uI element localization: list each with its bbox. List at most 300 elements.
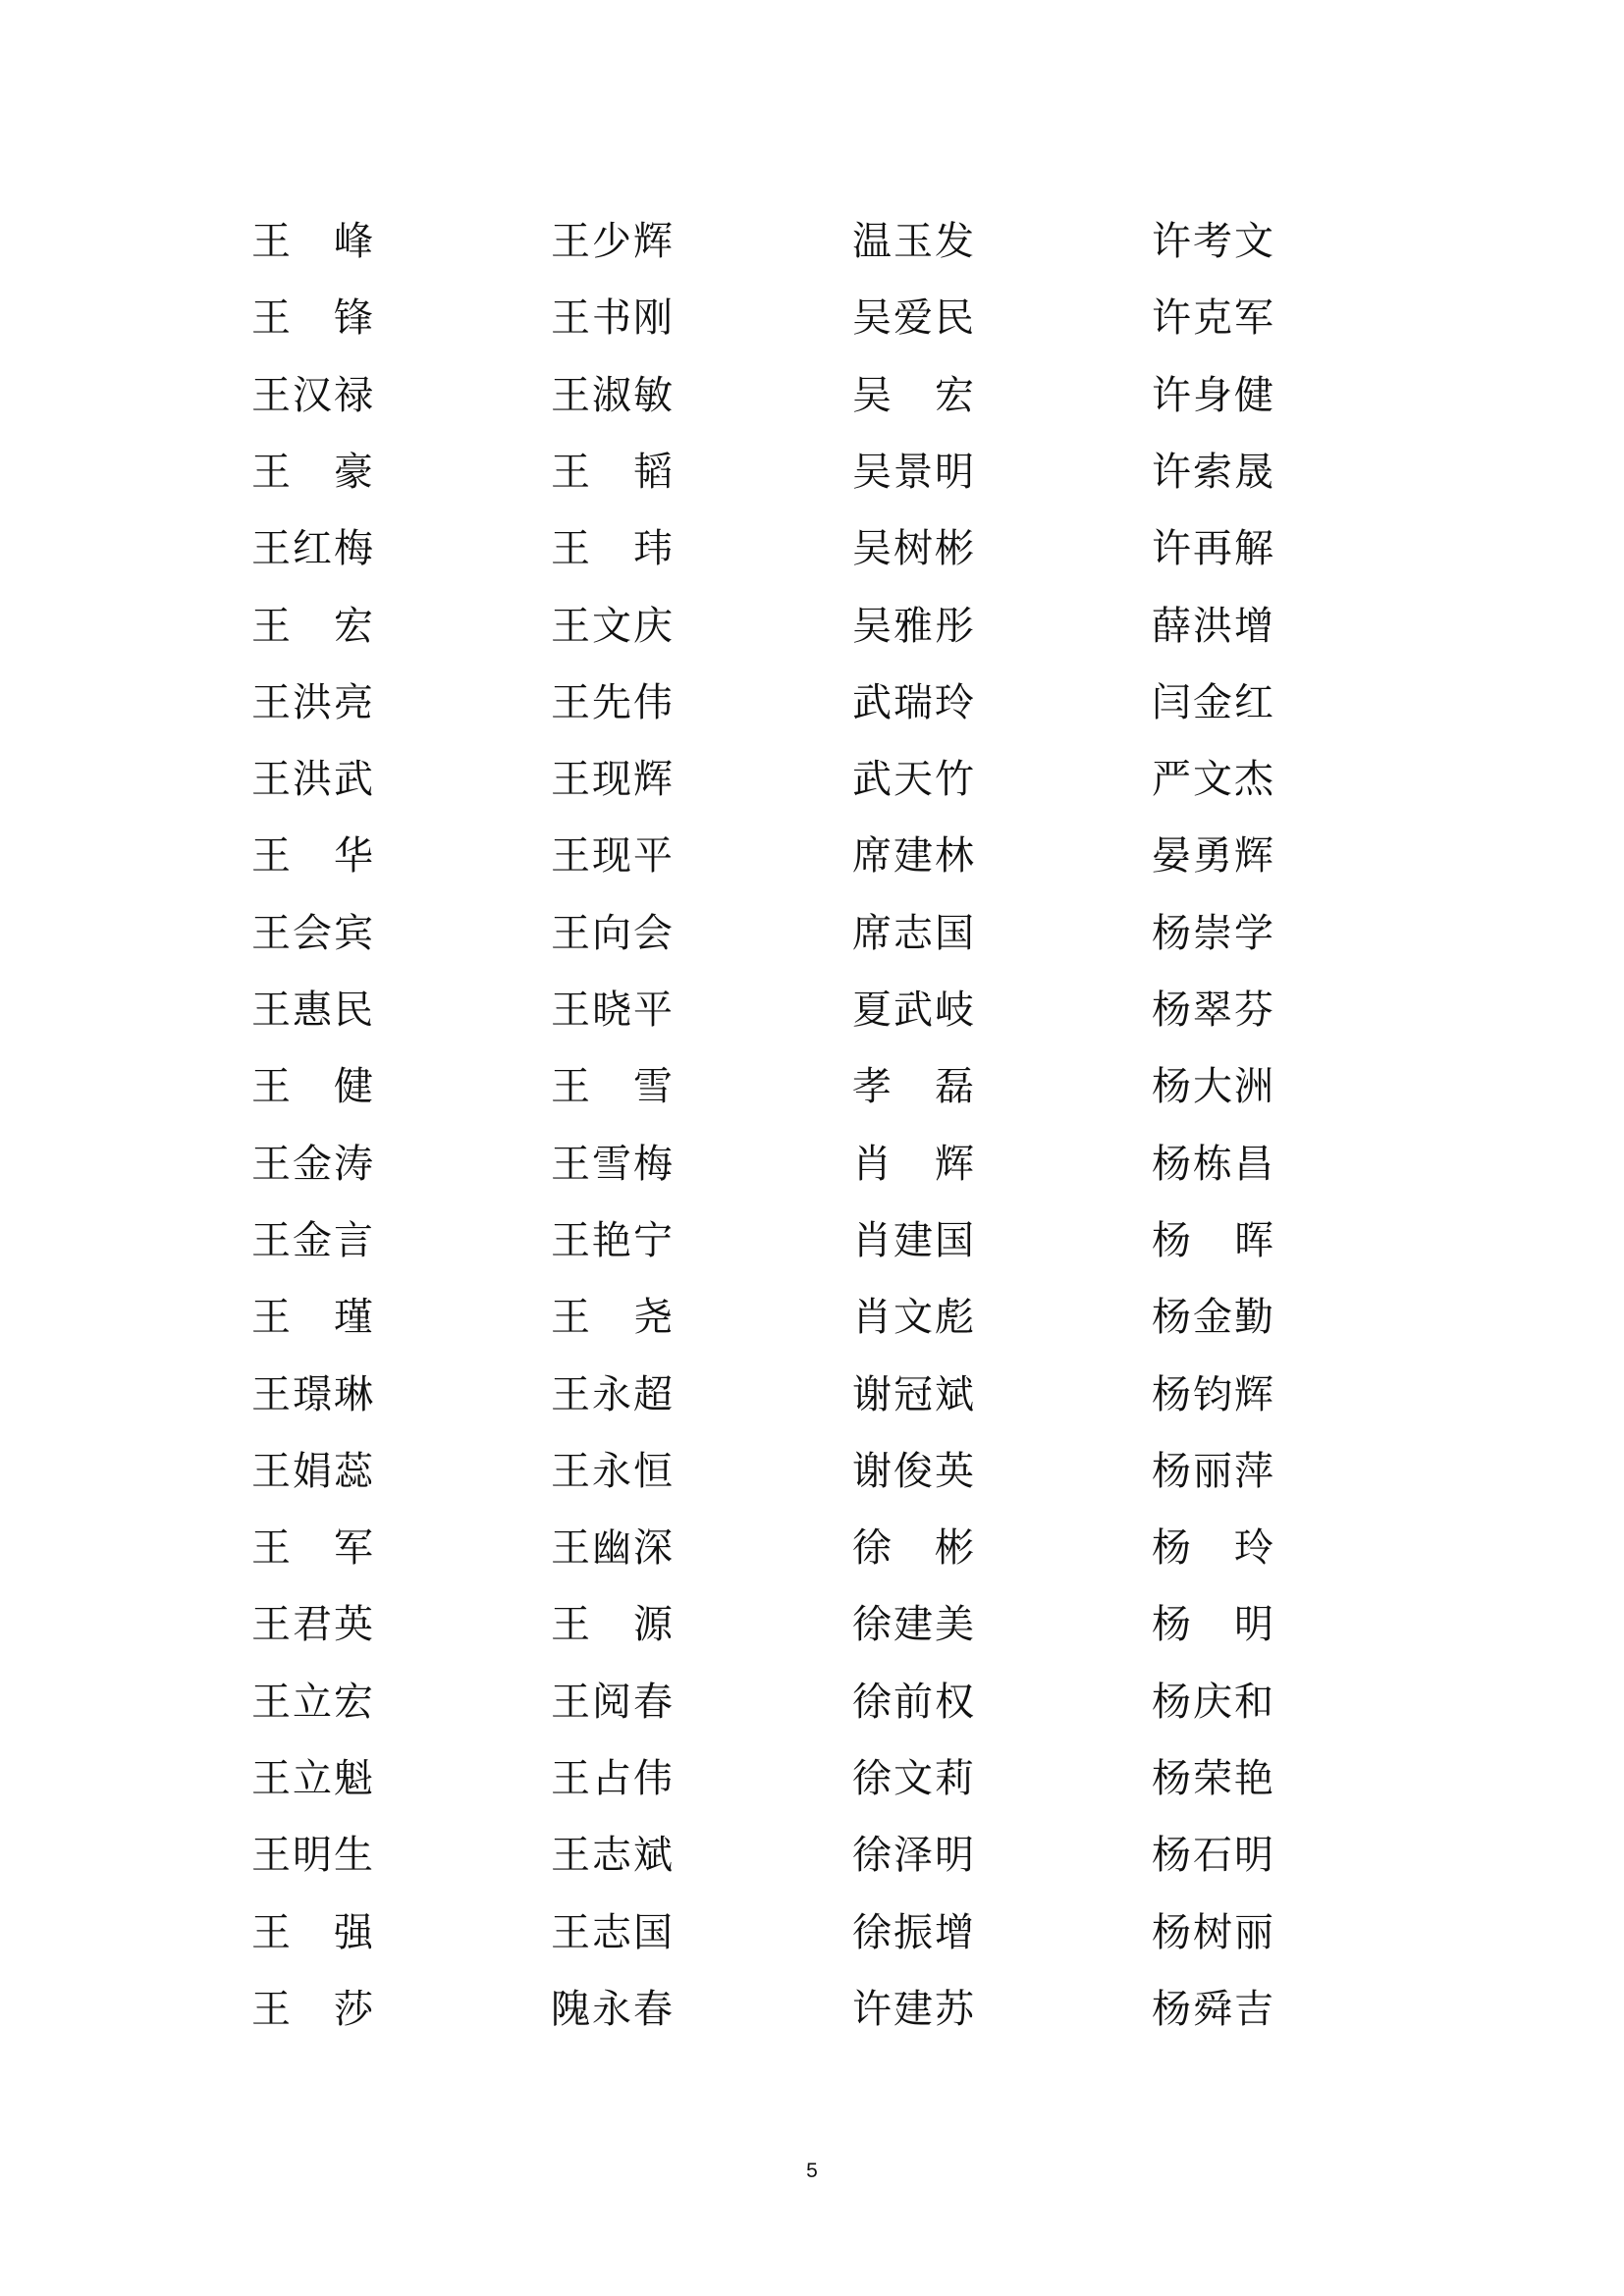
name-char: 刚 xyxy=(633,295,673,341)
name-char: 丽 xyxy=(1234,1910,1273,1955)
name-char: 解 xyxy=(1234,526,1273,571)
name-cell xyxy=(851,289,975,347)
name-char: 永 xyxy=(592,1372,631,1417)
name-char: 现 xyxy=(592,833,631,879)
name-char: 恒 xyxy=(633,1449,673,1494)
name-cell xyxy=(550,1595,674,1654)
name-cell xyxy=(851,212,975,271)
name-cell xyxy=(851,597,975,656)
name-cell xyxy=(550,1211,674,1270)
name-char: 翠 xyxy=(1193,988,1232,1033)
name-char: 石 xyxy=(1193,1833,1232,1878)
name-char: 艳 xyxy=(592,1218,631,1263)
name-cell xyxy=(851,1288,975,1347)
name-cell xyxy=(1151,981,1274,1040)
name-char: 深 xyxy=(633,1525,673,1571)
name-char: 梅 xyxy=(633,1142,673,1187)
name-char: 明 xyxy=(293,1833,332,1878)
name-char: 王 xyxy=(551,988,590,1033)
name-char: 王 xyxy=(551,1064,590,1109)
name-char: 琳 xyxy=(334,1372,373,1417)
name-char xyxy=(292,1519,333,1577)
name-cell xyxy=(851,750,975,809)
name-char: 宏 xyxy=(935,373,974,418)
name-char xyxy=(292,1980,333,2039)
name-char: 吉 xyxy=(1234,1987,1273,2032)
name-char: 晟 xyxy=(1234,450,1273,495)
name-char: 孝 xyxy=(852,1064,892,1109)
name-char: 丽 xyxy=(1193,1449,1232,1494)
name-cell xyxy=(1151,1365,1274,1424)
name-char: 王 xyxy=(251,911,291,956)
name-char: 徐 xyxy=(852,1680,892,1725)
name-char: 王 xyxy=(551,450,590,495)
name-cell xyxy=(1151,673,1274,732)
name-char: 王 xyxy=(251,1833,291,1878)
name-char: 王 xyxy=(551,526,590,571)
name-char: 王 xyxy=(551,604,590,649)
name-char: 锋 xyxy=(334,295,373,341)
name-char: 荣 xyxy=(1193,1756,1232,1801)
name-char: 斌 xyxy=(633,1833,673,1878)
name-cell xyxy=(1151,1057,1274,1116)
name-char: 敏 xyxy=(633,373,673,418)
name-char xyxy=(292,597,333,656)
name-char xyxy=(591,1595,632,1654)
name-char xyxy=(292,1057,333,1116)
name-cell xyxy=(851,1057,975,1116)
name-char: 和 xyxy=(1234,1680,1273,1725)
name-cell xyxy=(550,673,674,732)
name-char xyxy=(591,519,632,578)
name-cell xyxy=(1151,289,1274,347)
name-char: 建 xyxy=(893,833,933,879)
name-char: 辉 xyxy=(1234,1372,1273,1417)
name-char: 席 xyxy=(852,833,892,879)
name-char xyxy=(591,1057,632,1116)
name-char: 王 xyxy=(551,219,590,264)
name-char: 志 xyxy=(592,1910,631,1955)
name-char: 王 xyxy=(551,833,590,879)
name-char: 苏 xyxy=(935,1987,974,2032)
name-char: 肖 xyxy=(852,1142,892,1187)
name-char: 玲 xyxy=(1234,1525,1273,1571)
name-char: 瑞 xyxy=(893,680,933,725)
name-char: 民 xyxy=(334,988,373,1033)
name-char: 蕊 xyxy=(334,1449,373,1494)
name-cell xyxy=(550,519,674,578)
name-cell xyxy=(1151,519,1274,578)
name-cell xyxy=(250,1442,374,1501)
name-char: 辉 xyxy=(633,757,673,802)
name-char xyxy=(893,1135,934,1194)
name-char: 晖 xyxy=(1234,1218,1273,1263)
name-char: 王 xyxy=(251,604,291,649)
name-char: 王 xyxy=(251,1295,291,1340)
name-char: 王 xyxy=(251,757,291,802)
name-char: 栋 xyxy=(1193,1142,1232,1187)
name-char: 向 xyxy=(592,911,631,956)
name-char: 玉 xyxy=(893,219,933,264)
name-cell xyxy=(851,1673,975,1732)
name-char: 磊 xyxy=(935,1064,974,1109)
name-cell xyxy=(550,1365,674,1424)
name-char: 身 xyxy=(1193,373,1232,418)
name-char: 谢 xyxy=(852,1449,892,1494)
name-char: 王 xyxy=(551,295,590,341)
name-char: 昌 xyxy=(1234,1142,1273,1187)
name-char: 薛 xyxy=(1152,604,1191,649)
name-char: 志 xyxy=(893,911,933,956)
name-char: 肖 xyxy=(852,1218,892,1263)
name-char: 王 xyxy=(251,1525,291,1571)
name-char: 王 xyxy=(251,373,291,418)
name-char: 王 xyxy=(251,1756,291,1801)
name-char: 会 xyxy=(293,911,332,956)
name-char: 树 xyxy=(1193,1910,1232,1955)
name-char: 冠 xyxy=(893,1372,933,1417)
name-char: 谢 xyxy=(852,1372,892,1417)
name-cell xyxy=(550,1980,674,2039)
name-char: 杨 xyxy=(1152,988,1191,1033)
name-char: 玲 xyxy=(935,680,974,725)
name-cell xyxy=(1151,904,1274,963)
name-char: 权 xyxy=(935,1680,974,1725)
name-char: 金 xyxy=(1193,680,1232,725)
name-char: 魁 xyxy=(334,1756,373,1801)
name-cell xyxy=(250,443,374,502)
name-char: 再 xyxy=(1193,526,1232,571)
name-char: 王 xyxy=(551,1602,590,1647)
name-char: 杨 xyxy=(1152,911,1191,956)
name-cell xyxy=(250,1365,374,1424)
name-cell xyxy=(851,1980,975,2039)
name-char: 杨 xyxy=(1152,1602,1191,1647)
name-char: 庆 xyxy=(633,604,673,649)
name-char: 萍 xyxy=(1234,1449,1273,1494)
name-char: 洪 xyxy=(1193,604,1232,649)
name-char: 春 xyxy=(633,1987,673,2032)
name-char xyxy=(292,289,333,347)
name-cell xyxy=(1151,750,1274,809)
name-char: 徐 xyxy=(852,1756,892,1801)
name-cell xyxy=(1151,1442,1274,1501)
name-char: 王 xyxy=(551,757,590,802)
name-char xyxy=(893,1057,934,1116)
name-char: 立 xyxy=(293,1680,332,1725)
name-char: 莉 xyxy=(935,1756,974,1801)
name-char: 崇 xyxy=(1193,911,1232,956)
name-cell xyxy=(250,1903,374,1962)
name-cell xyxy=(250,1057,374,1116)
name-char: 王 xyxy=(551,1833,590,1878)
name-char: 天 xyxy=(893,757,933,802)
name-char: 辉 xyxy=(935,1142,974,1187)
name-char: 俊 xyxy=(893,1449,933,1494)
name-char: 王 xyxy=(551,1449,590,1494)
name-cell xyxy=(1151,1749,1274,1808)
name-char: 杨 xyxy=(1152,1295,1191,1340)
name-char: 君 xyxy=(293,1602,332,1647)
name-char: 杨 xyxy=(1152,1372,1191,1417)
name-char: 建 xyxy=(893,1987,933,2032)
name-char: 振 xyxy=(893,1910,933,1955)
name-char: 汉 xyxy=(293,373,332,418)
name-char: 雪 xyxy=(592,1142,631,1187)
name-char: 梅 xyxy=(334,526,373,571)
name-char xyxy=(292,1288,333,1347)
name-char: 金 xyxy=(293,1218,332,1263)
name-char: 文 xyxy=(1193,757,1232,802)
name-char: 考 xyxy=(1193,219,1232,264)
name-char: 芬 xyxy=(1234,988,1273,1033)
name-cell xyxy=(550,443,674,502)
name-char: 会 xyxy=(633,911,673,956)
name-cell xyxy=(250,1135,374,1194)
name-char: 永 xyxy=(592,1987,631,2032)
name-char: 金 xyxy=(1193,1295,1232,1340)
name-char: 武 xyxy=(334,757,373,802)
name-char: 彤 xyxy=(935,604,974,649)
name-char: 娟 xyxy=(293,1449,332,1494)
name-char: 勤 xyxy=(1234,1295,1273,1340)
name-cell xyxy=(250,519,374,578)
name-char: 杨 xyxy=(1152,1680,1191,1725)
name-cell xyxy=(550,212,674,271)
name-cell xyxy=(851,981,975,1040)
name-cell xyxy=(851,1826,975,1885)
name-cell xyxy=(550,1288,674,1347)
name-char: 王 xyxy=(251,1987,291,2032)
name-cell xyxy=(851,904,975,963)
name-char: 杨 xyxy=(1152,1525,1191,1571)
name-char: 许 xyxy=(1152,526,1191,571)
name-char: 阅 xyxy=(592,1680,631,1725)
name-cell xyxy=(250,366,374,425)
name-cell xyxy=(1151,212,1274,271)
name-cell xyxy=(250,827,374,885)
name-char: 岐 xyxy=(935,988,974,1033)
name-char: 金 xyxy=(293,1142,332,1187)
name-char: 发 xyxy=(935,219,974,264)
name-cell xyxy=(250,1595,374,1654)
name-char: 克 xyxy=(1193,295,1232,341)
name-char: 淑 xyxy=(592,373,631,418)
name-char: 吴 xyxy=(852,373,892,418)
name-char: 武 xyxy=(893,988,933,1033)
name-char: 王 xyxy=(551,1680,590,1725)
name-char: 军 xyxy=(334,1525,373,1571)
name-char: 许 xyxy=(1152,219,1191,264)
name-char: 夏 xyxy=(852,988,892,1033)
name-char: 璟 xyxy=(293,1372,332,1417)
name-char xyxy=(292,827,333,885)
name-char: 尧 xyxy=(633,1295,673,1340)
name-char: 平 xyxy=(633,988,673,1033)
name-char: 王 xyxy=(551,373,590,418)
name-cell xyxy=(1151,1826,1274,1885)
name-char: 闫 xyxy=(1152,680,1191,725)
name-char: 杨 xyxy=(1152,1142,1191,1187)
name-char: 席 xyxy=(852,911,892,956)
name-char: 许 xyxy=(1152,373,1191,418)
name-char: 宏 xyxy=(334,604,373,649)
name-char: 华 xyxy=(334,833,373,879)
name-char: 庆 xyxy=(1193,1680,1232,1725)
name-cell xyxy=(851,1749,975,1808)
name-char: 吴 xyxy=(852,526,892,571)
name-cell xyxy=(250,1519,374,1577)
name-char: 王 xyxy=(251,219,291,264)
name-char: 王 xyxy=(551,911,590,956)
page-number: 5 xyxy=(806,2160,818,2182)
name-cell xyxy=(250,981,374,1040)
name-char: 舜 xyxy=(1193,1987,1232,2032)
name-cell xyxy=(1151,827,1274,885)
name-char: 杨 xyxy=(1152,1756,1191,1801)
name-cell xyxy=(1151,597,1274,656)
name-char: 健 xyxy=(1234,373,1273,418)
name-cell xyxy=(550,597,674,656)
name-char: 王 xyxy=(551,1218,590,1263)
name-char: 树 xyxy=(893,526,933,571)
name-char: 王 xyxy=(251,988,291,1033)
name-char: 辉 xyxy=(1234,833,1273,879)
name-char: 杨 xyxy=(1152,1910,1191,1955)
name-cell xyxy=(250,597,374,656)
name-char: 少 xyxy=(592,219,631,264)
name-cell xyxy=(550,750,674,809)
name-char: 王 xyxy=(251,1142,291,1187)
name-char: 钧 xyxy=(1193,1372,1232,1417)
name-char: 伟 xyxy=(633,1756,673,1801)
name-cell xyxy=(851,1211,975,1270)
name-char: 生 xyxy=(334,1833,373,1878)
name-char: 吴 xyxy=(852,450,892,495)
name-char: 王 xyxy=(551,1142,590,1187)
name-char: 王 xyxy=(551,1372,590,1417)
name-char: 王 xyxy=(251,1449,291,1494)
name-char: 杨 xyxy=(1152,1449,1191,1494)
name-cell xyxy=(851,1135,975,1194)
name-cell xyxy=(250,1673,374,1732)
name-char: 许 xyxy=(1152,450,1191,495)
name-char: 王 xyxy=(551,1295,590,1340)
name-cell xyxy=(550,1519,674,1577)
name-char: 玮 xyxy=(633,526,673,571)
name-char: 雅 xyxy=(893,604,933,649)
name-cell xyxy=(250,212,374,271)
name-char: 志 xyxy=(592,1833,631,1878)
name-cell xyxy=(550,289,674,347)
name-char: 明 xyxy=(935,1833,974,1878)
name-char: 明 xyxy=(1234,1602,1273,1647)
name-char: 占 xyxy=(592,1756,631,1801)
name-char: 徐 xyxy=(852,1910,892,1955)
name-char: 王 xyxy=(551,680,590,725)
name-char: 红 xyxy=(1234,680,1273,725)
name-cell xyxy=(250,1749,374,1808)
name-char: 艳 xyxy=(1234,1756,1273,1801)
name-char: 大 xyxy=(1193,1064,1232,1109)
name-char: 建 xyxy=(893,1602,933,1647)
name-cell xyxy=(250,1288,374,1347)
name-char: 文 xyxy=(893,1756,933,1801)
name-char: 豪 xyxy=(334,450,373,495)
name-cell xyxy=(550,1826,674,1885)
name-char: 王 xyxy=(551,1525,590,1571)
name-char: 武 xyxy=(852,680,892,725)
name-char: 明 xyxy=(1234,1833,1273,1878)
name-char: 杨 xyxy=(1152,1218,1191,1263)
name-char: 徐 xyxy=(852,1833,892,1878)
name-char: 文 xyxy=(893,1295,933,1340)
name-cell xyxy=(851,1595,975,1654)
name-char: 春 xyxy=(633,1680,673,1725)
name-char: 明 xyxy=(935,450,974,495)
name-char: 洪 xyxy=(293,680,332,725)
name-cell xyxy=(1151,443,1274,502)
name-cell xyxy=(1151,1211,1274,1270)
name-char: 徐 xyxy=(852,1602,892,1647)
name-cell xyxy=(851,519,975,578)
name-cell xyxy=(250,673,374,732)
name-char: 王 xyxy=(251,1602,291,1647)
name-char: 宁 xyxy=(633,1218,673,1263)
name-char: 王 xyxy=(251,295,291,341)
name-char: 亮 xyxy=(334,680,373,725)
name-char: 徐 xyxy=(852,1525,892,1571)
name-char: 王 xyxy=(251,833,291,879)
name-char: 斌 xyxy=(935,1372,974,1417)
name-char: 莎 xyxy=(334,1987,373,2032)
name-char: 王 xyxy=(251,1910,291,1955)
name-char: 国 xyxy=(935,1218,974,1263)
name-char: 王 xyxy=(551,1756,590,1801)
name-cell xyxy=(550,1903,674,1962)
name-char: 杰 xyxy=(1234,757,1273,802)
name-cell xyxy=(1151,1519,1274,1577)
name-char: 辉 xyxy=(633,219,673,264)
name-char: 彬 xyxy=(935,526,974,571)
name-cell xyxy=(1151,1595,1274,1654)
name-char: 超 xyxy=(633,1372,673,1417)
name-char: 瑾 xyxy=(334,1295,373,1340)
name-char: 涛 xyxy=(334,1142,373,1187)
name-cell xyxy=(1151,1903,1274,1962)
name-cell xyxy=(550,1673,674,1732)
name-char xyxy=(893,366,934,425)
name-cell xyxy=(851,673,975,732)
name-char xyxy=(292,1903,333,1962)
name-char: 杨 xyxy=(1152,1833,1191,1878)
name-cell xyxy=(550,1442,674,1501)
name-char: 文 xyxy=(1234,219,1273,264)
name-char: 先 xyxy=(592,680,631,725)
name-char: 韬 xyxy=(633,450,673,495)
name-char: 文 xyxy=(592,604,631,649)
name-char: 增 xyxy=(1234,604,1273,649)
name-cell xyxy=(250,750,374,809)
name-char: 吴 xyxy=(852,604,892,649)
name-char: 勇 xyxy=(1193,833,1232,879)
name-char: 严 xyxy=(1152,757,1191,802)
name-cell xyxy=(851,366,975,425)
name-char: 雪 xyxy=(633,1064,673,1109)
name-char: 言 xyxy=(334,1218,373,1263)
name-char: 国 xyxy=(935,911,974,956)
name-char: 彬 xyxy=(935,1525,974,1571)
